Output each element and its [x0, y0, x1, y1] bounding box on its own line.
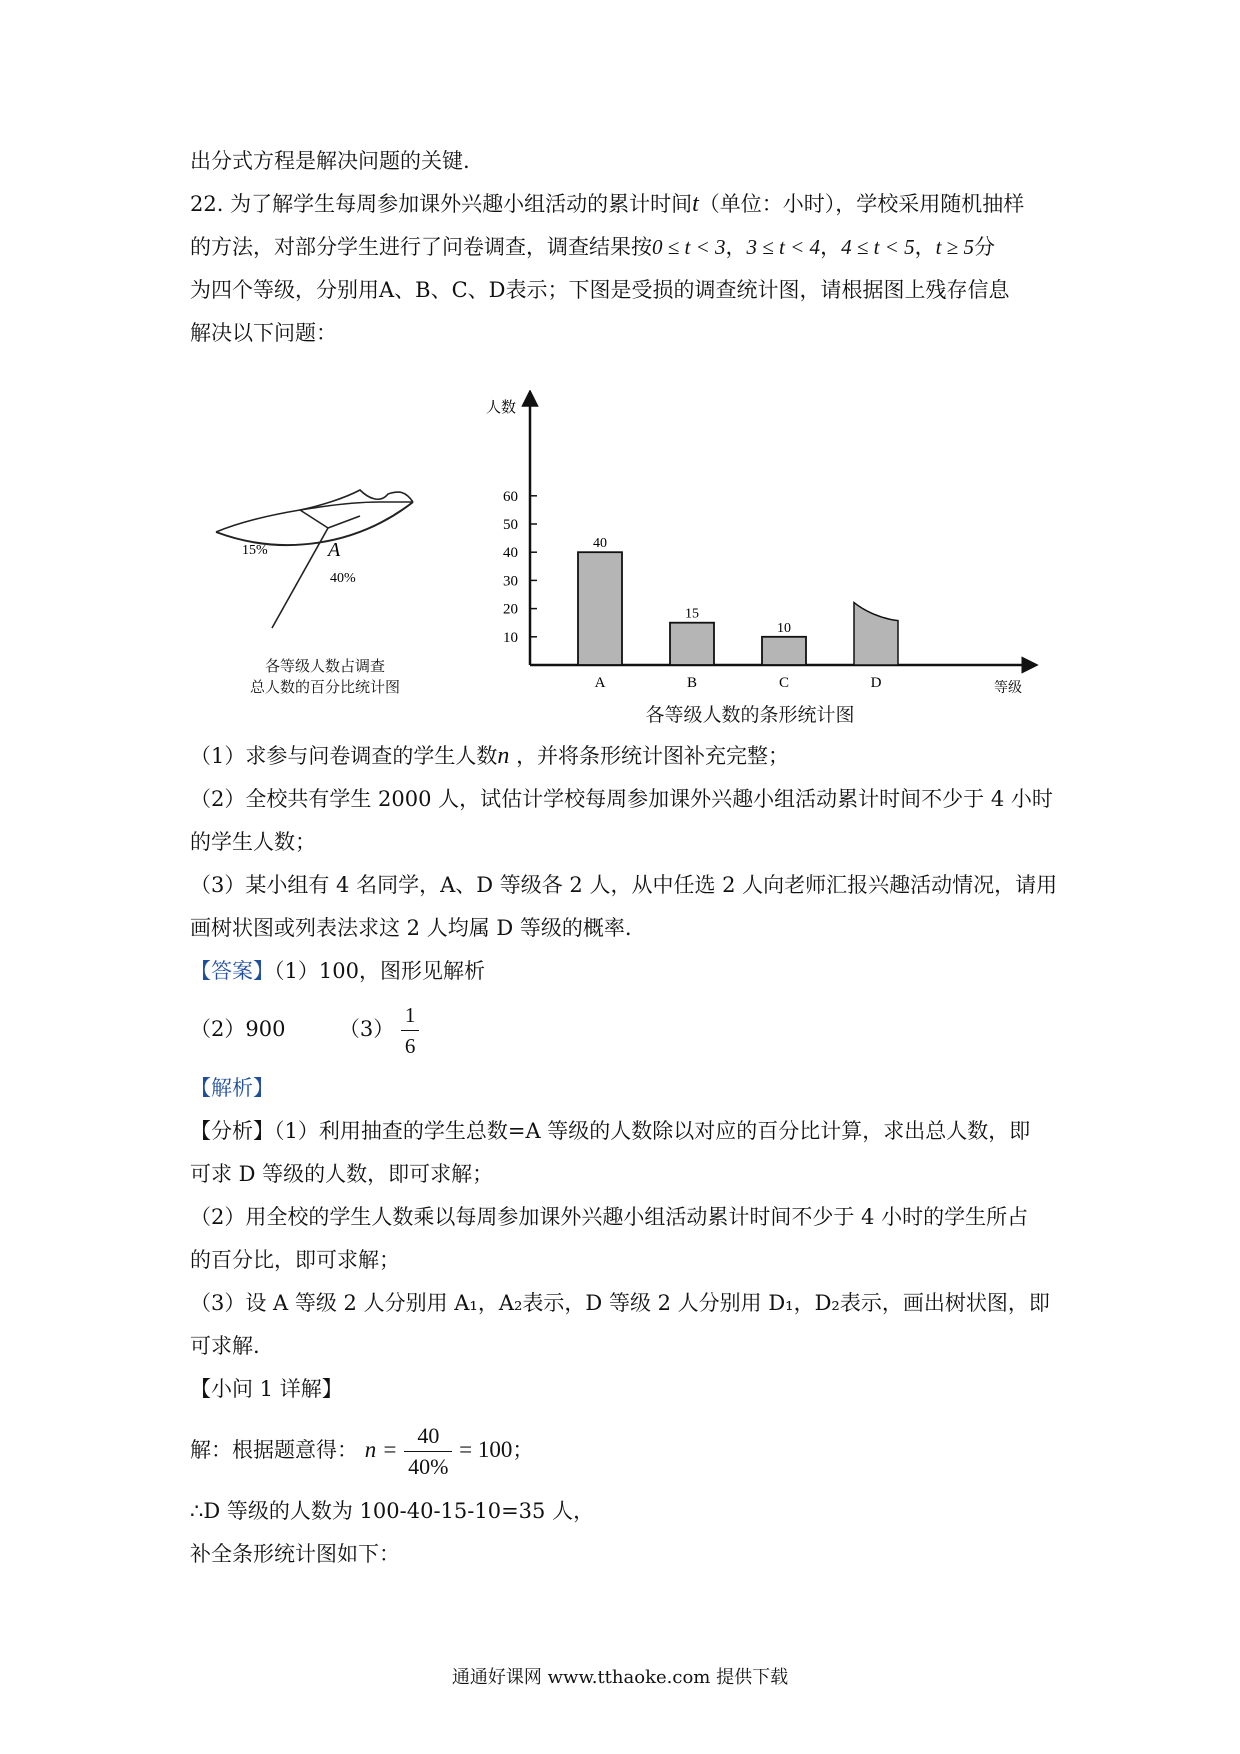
solution-numerator: 40: [404, 1421, 452, 1452]
x-tick-label: B: [686, 675, 698, 691]
fenxi-line-3: （2）用全校的学生人数乘以每周参加课外兴趣小组活动累计时间不少于 4 小时的学生所占: [190, 1205, 1029, 1229]
intro-line: 出分式方程是解决问题的关键.: [190, 149, 470, 173]
d-level-line: ∴D 等级的人数为 100-40-15-10=35 人，: [190, 1499, 595, 1523]
problem-line-1: [190, 189, 1024, 219]
fenxi-line-4: 的百分比，即可求解；: [190, 1248, 400, 1272]
pie-caption-line-2: 总人数的百分比统计图: [249, 678, 400, 696]
fraction-denominator: 6: [404, 1034, 416, 1058]
n-variable: n: [497, 743, 510, 769]
fenxi-tag: 【分析】: [190, 1119, 274, 1143]
question-text: （1）求参与问卷调查的学生人数: [190, 744, 498, 768]
time-variable: t: [692, 191, 699, 217]
bar-chart: [470, 390, 1040, 720]
y-tick-label: 50: [503, 517, 518, 533]
problem-text: 分: [973, 235, 995, 259]
question-2-line-2: 的学生人数；: [190, 830, 316, 854]
problem-text: 的方法，对部分学生进行了问卷调查，调查结果按: [190, 235, 652, 259]
solution-end: ；: [512, 1438, 534, 1462]
problem-line-3: 为四个等级，分别用A、B、C、D表示；下图是受损的调查统计图，请根据图上残存信息: [190, 278, 1010, 302]
answer-3-label: （3）: [338, 1017, 395, 1041]
solution-denominator: 40%: [408, 1454, 449, 1479]
analysis-tag-text: 【解析】: [190, 1076, 274, 1100]
solution-fraction: [404, 1421, 452, 1482]
x-tick-label: D: [870, 675, 882, 691]
question-text: ，并将条形统计图补充完整；: [516, 744, 790, 768]
bar-chart-title: 各等级人数的条形统计图: [645, 704, 855, 726]
answer-2: （2）900: [190, 1017, 286, 1041]
bar-b: [670, 623, 714, 665]
bar-a: [578, 552, 622, 665]
solution-text: 解：根据题意得：: [190, 1438, 358, 1462]
answer-3-fraction: [401, 1000, 420, 1061]
footer: 通通好课网 www.tthaoke.com 提供下载: [451, 1667, 789, 1688]
y-tick-label: 10: [503, 629, 518, 646]
fraction-numerator: 1: [401, 1000, 420, 1031]
question-3-line-1: （3）某小组有 4 名同学，A、D 等级各 2 人，从中任选 2 人向老师汇报兴趣活动情况，请用: [190, 873, 1058, 897]
solution-n: n =: [364, 1437, 398, 1462]
solution-line: [190, 1420, 533, 1482]
question-3-line-2: 画树状图或列表法求这 2 人均属 D 等级的概率.: [190, 916, 632, 940]
x-tick-label: C: [778, 675, 790, 691]
problem-line-4: 解决以下问题：: [190, 321, 337, 345]
fenxi-line-1: [190, 1116, 1030, 1146]
problem-line-2: 的方法，对部分学生进行了问卷调查，调查结果按0 ≤ t < 3，3 ≤ t < 4，4 ≤ t < 5，t ≥ 5分: [190, 235, 995, 259]
sub-question-1-tag: 【小问 1 详解】: [190, 1377, 343, 1401]
solution-result: = 100: [459, 1437, 513, 1462]
problem-text: （单位：小时），学校采用随机抽样: [698, 192, 1025, 216]
answer-line-2: [190, 1000, 419, 1061]
answer-line-1: [190, 956, 485, 986]
pie-caption-line-1: 各等级人数占调查: [264, 657, 385, 675]
fill-chart-line: 补全条形统计图如下：: [190, 1542, 400, 1566]
x-tick-label: A: [594, 675, 606, 691]
bar-data-label: 15: [685, 606, 699, 622]
answer-tag: 【答案】: [190, 959, 274, 983]
question-2-line-1: （2）全校共有学生 2000 人，试估计学校每周参加课外兴趣小组活动累计时间不少于 4 小时: [190, 787, 1053, 811]
fenxi-text: （1）利用抽查的学生总数=A 等级的人数除以对应的百分比计算，求出总人数，即: [274, 1119, 1031, 1143]
fenxi-line-2: 可求 D 等级的人数，即可求解；: [190, 1162, 494, 1186]
bar-c: [762, 637, 806, 665]
bar-data-label: 40: [593, 536, 607, 552]
pie-label-15: 15%: [242, 543, 268, 558]
pie-label-a: A: [328, 539, 341, 561]
analysis-tag: [190, 1073, 274, 1103]
y-axis-label: 人数: [486, 398, 517, 416]
fenxi-line-6: 可求解.: [190, 1334, 260, 1358]
y-tick-label: 30: [503, 573, 518, 590]
fenxi-line-5: （3）设 A 等级 2 人分别用 A₁，A₂表示，D 等级 2 人分别用 D₁，D₂表示，画出树状图，即: [190, 1291, 1050, 1315]
answer-1: （1）100，图形见解析: [274, 959, 485, 983]
question-1: [190, 741, 789, 771]
bar-data-label: 10: [777, 620, 791, 636]
y-tick-label: 40: [503, 545, 518, 562]
pie-caption: [215, 656, 435, 698]
y-tick-label: 60: [503, 488, 518, 505]
range-2: 3 ≤ t < 4: [746, 235, 821, 259]
pie-label-40: 40%: [330, 571, 356, 586]
range-3: 4 ≤ t < 5: [841, 235, 915, 259]
y-tick-label: 20: [503, 601, 518, 618]
problem-text: 22. 为了解学生每周参加课外兴趣小组活动的累计时间: [190, 192, 693, 216]
range-4: t ≥ 5: [935, 235, 974, 259]
x-axis-label: 等级: [994, 680, 1022, 696]
bar-d-damaged: [854, 603, 898, 665]
range-1: 0 ≤ t < 3: [652, 235, 726, 259]
